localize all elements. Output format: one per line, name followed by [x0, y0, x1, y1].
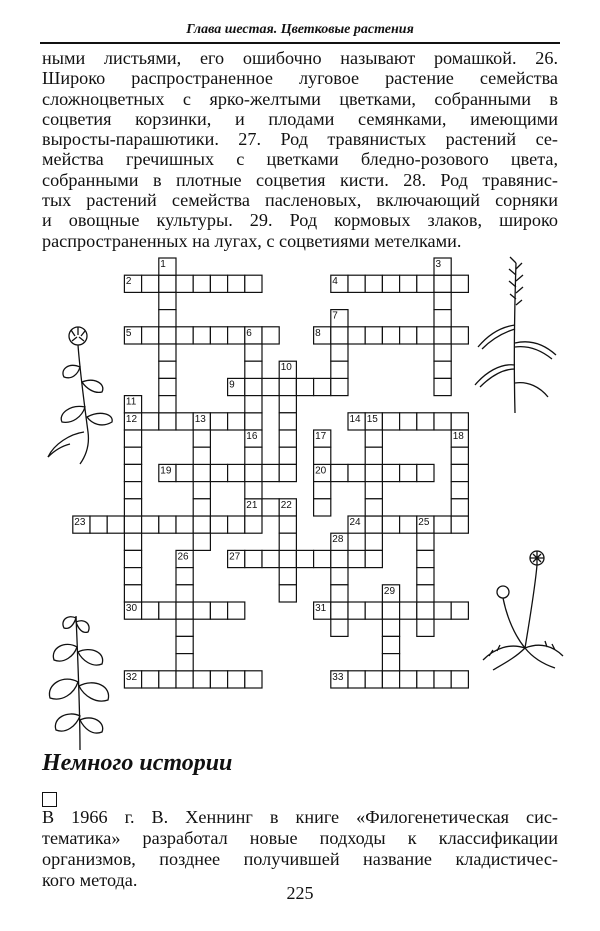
crossword-cell[interactable]: [142, 413, 159, 430]
crossword-cell[interactable]: [434, 413, 451, 430]
crossword-cell[interactable]: [451, 327, 468, 344]
crossword-cell[interactable]: [331, 464, 348, 481]
crossword-cell[interactable]: [193, 482, 210, 499]
dandelion-plant-icon: [475, 548, 565, 673]
clue-number: 1: [160, 259, 166, 270]
crossword-cell[interactable]: [417, 619, 434, 636]
crossword-cell[interactable]: [228, 327, 245, 344]
page-number: 225: [286, 883, 314, 903]
crossword-cell[interactable]: [417, 413, 434, 430]
crossword-cell[interactable]: [279, 430, 296, 447]
crossword-cell[interactable]: [124, 447, 141, 464]
crossword-cell[interactable]: [365, 550, 382, 567]
crossword-cell[interactable]: [451, 447, 468, 464]
crossword-cell[interactable]: [245, 275, 262, 292]
crossword-cell[interactable]: [176, 275, 193, 292]
crossword-cell[interactable]: [434, 275, 451, 292]
crossword-cell[interactable]: [451, 464, 468, 481]
crossword-cell[interactable]: [124, 533, 141, 550]
clue-number: 15: [366, 413, 378, 425]
crossword-cell[interactable]: [348, 327, 365, 344]
crossword-cell[interactable]: [279, 447, 296, 464]
crossword-cell[interactable]: [434, 310, 451, 327]
crossword-cell[interactable]: [124, 430, 141, 447]
crossword-cell[interactable]: [142, 275, 159, 292]
crossword-cell[interactable]: [417, 275, 434, 292]
clue-number: 3: [435, 259, 442, 270]
clue-number: 26: [177, 551, 189, 563]
crossword-cell[interactable]: [228, 275, 245, 292]
clue-number: 5: [125, 327, 132, 339]
crossword-cell[interactable]: [159, 292, 176, 309]
crossword-cell[interactable]: [365, 533, 382, 550]
crossword-cell[interactable]: [176, 654, 193, 671]
clue-number: 9: [229, 379, 235, 391]
crossword-cell[interactable]: [245, 516, 262, 533]
crossword-cell[interactable]: [210, 516, 227, 533]
crossword-cell[interactable]: [348, 671, 365, 688]
crossword-cell[interactable]: [348, 550, 365, 567]
crossword-cell[interactable]: [417, 327, 434, 344]
crossword-cell[interactable]: [365, 516, 382, 533]
crossword-cell[interactable]: [382, 636, 399, 653]
crossword-cell[interactable]: [279, 378, 296, 395]
crossword-cell[interactable]: [434, 516, 451, 533]
crossword-cell[interactable]: [451, 413, 468, 430]
crossword-cell[interactable]: [314, 378, 331, 395]
crossword-cell[interactable]: [382, 275, 399, 292]
crossword-cell[interactable]: [245, 464, 262, 481]
crossword-cell[interactable]: [210, 275, 227, 292]
crossword-cell[interactable]: [176, 671, 193, 688]
crossword-cell[interactable]: [124, 464, 141, 481]
crossword-cell[interactable]: [176, 585, 193, 602]
clue-number: 29: [383, 585, 396, 597]
crossword-cell[interactable]: [210, 327, 227, 344]
crossword-cell[interactable]: [314, 447, 331, 464]
crossword-cell[interactable]: [331, 327, 348, 344]
crossword-cell[interactable]: [176, 327, 193, 344]
crossword-cell[interactable]: [279, 516, 296, 533]
crossword-cell[interactable]: [331, 361, 348, 378]
text-line: и овощные культуры. 29. Род кормовых злаков, широко: [42, 210, 558, 231]
crossword-cell[interactable]: [417, 464, 434, 481]
crossword-cell[interactable]: [451, 516, 468, 533]
history-line: организмов, позднее получившей название кладистичес-: [42, 849, 558, 869]
crossword-cell[interactable]: [245, 447, 262, 464]
text-line: собранными в плотные соцветия кисти. 28. Род травянис-: [42, 169, 558, 190]
crossword-cell[interactable]: [400, 602, 417, 619]
crossword-cell[interactable]: [434, 378, 451, 395]
crossword-cell[interactable]: [331, 585, 348, 602]
crossword-cell[interactable]: [245, 671, 262, 688]
crossword-cell[interactable]: [124, 568, 141, 585]
crossword-cell[interactable]: [382, 516, 399, 533]
crossword-cell[interactable]: [365, 482, 382, 499]
crossword-cell[interactable]: [434, 361, 451, 378]
crossword-cell[interactable]: [124, 550, 141, 567]
crossword-cell[interactable]: [193, 671, 210, 688]
checkbox-icon: [42, 792, 57, 807]
clue-number: 13: [194, 413, 206, 425]
clue-number: 18: [452, 431, 464, 442]
crossword-cell[interactable]: [159, 602, 176, 619]
crossword-cell[interactable]: [193, 447, 210, 464]
crossword-cell[interactable]: [176, 568, 193, 585]
clue-number: 25: [418, 517, 430, 528]
crossword-cell[interactable]: [279, 585, 296, 602]
crossword-cell[interactable]: [417, 533, 434, 550]
clue-number: 17: [315, 431, 327, 442]
crossword-cell[interactable]: [124, 482, 141, 499]
crossword-cell[interactable]: [159, 396, 176, 413]
crossword-cell[interactable]: [193, 430, 210, 447]
header-rule: [40, 42, 560, 44]
text-line: выросты-парашютики. 27. Род травянистых растений се-: [42, 129, 558, 150]
clue-number: 11: [125, 396, 137, 408]
crossword-cell[interactable]: [90, 516, 107, 533]
crossword-cell[interactable]: [262, 327, 279, 344]
crossword-cell[interactable]: [228, 464, 245, 481]
crossword-cell[interactable]: [331, 550, 348, 567]
crossword-cell[interactable]: [193, 275, 210, 292]
crossword-cell[interactable]: [279, 533, 296, 550]
crossword-cell[interactable]: [142, 671, 159, 688]
crossword-cell[interactable]: [331, 602, 348, 619]
crossword-cell[interactable]: [434, 671, 451, 688]
crossword-cell[interactable]: [176, 464, 193, 481]
clue-number: 21: [246, 499, 258, 511]
clover-plant-icon: [40, 322, 120, 467]
clue-number: 12: [125, 413, 138, 425]
crossword-cell[interactable]: [210, 671, 227, 688]
crossword-cell[interactable]: [365, 430, 382, 447]
crossword-cell[interactable]: [382, 602, 399, 619]
crossword-cell[interactable]: [176, 602, 193, 619]
crossword-cell[interactable]: [434, 344, 451, 361]
crossword-cell[interactable]: [245, 413, 262, 430]
crossword-cell[interactable]: [382, 671, 399, 688]
crossword-cell[interactable]: [228, 516, 245, 533]
crossword-cell[interactable]: [124, 516, 141, 533]
crossword-cell[interactable]: [417, 568, 434, 585]
section-title: Немного истории: [42, 750, 233, 776]
crossword-cell[interactable]: [228, 671, 245, 688]
crossword-cell[interactable]: [314, 550, 331, 567]
text-line: Широко распространенное луговое растение семейства: [42, 68, 558, 89]
crossword-cell[interactable]: [382, 413, 399, 430]
crossword-cell[interactable]: [296, 550, 313, 567]
crossword-cell[interactable]: [451, 499, 468, 516]
clue-number: 4: [332, 276, 338, 288]
crossword-cell[interactable]: [331, 568, 348, 585]
crossword-cell[interactable]: [417, 550, 434, 567]
clue-number: 23: [74, 517, 86, 528]
crossword-cell[interactable]: [228, 602, 245, 619]
clue-number: 24: [349, 517, 361, 528]
crossword-cell[interactable]: [142, 327, 159, 344]
clue-number: 32: [125, 671, 138, 683]
clue-number: 6: [246, 327, 252, 339]
crossword-cell[interactable]: [262, 550, 279, 567]
crossword-cell[interactable]: [159, 516, 176, 533]
crossword-cell[interactable]: [159, 327, 176, 344]
crossword-cell[interactable]: [107, 516, 124, 533]
crossword-cell[interactable]: [382, 464, 399, 481]
crossword-cell[interactable]: [279, 413, 296, 430]
crossword-cell[interactable]: [245, 396, 262, 413]
clue-number: 33: [332, 671, 344, 683]
crossword-cell[interactable]: [365, 671, 382, 688]
crossword-cell[interactable]: [245, 482, 262, 499]
clue-number: 30: [125, 603, 138, 614]
clue-number: 31: [315, 603, 327, 614]
clue-number: 16: [246, 431, 258, 442]
history-paragraph: [42, 792, 558, 891]
crossword-cell[interactable]: [245, 344, 262, 361]
crossword-cell[interactable]: [331, 619, 348, 636]
crossword-cell[interactable]: [262, 464, 279, 481]
crossword-cell[interactable]: [193, 499, 210, 516]
crossword-cell[interactable]: [210, 602, 227, 619]
history-line: кого метода.: [42, 870, 138, 890]
crossword-cell[interactable]: [159, 361, 176, 378]
crossword-cell[interactable]: [382, 654, 399, 671]
crossword-cell[interactable]: [365, 275, 382, 292]
crossword-cell[interactable]: [400, 275, 417, 292]
history-line: [42, 792, 558, 828]
crossword-cell[interactable]: [365, 499, 382, 516]
crossword-cell[interactable]: [365, 447, 382, 464]
crossword-cell[interactable]: [245, 550, 262, 567]
text-line: соцветия корзинки, и плодами семянками, имеющими: [42, 108, 558, 129]
crossword-cell[interactable]: [262, 499, 279, 516]
text-line: мейства гречишных с цветками бледно-розового цвета,: [42, 149, 558, 170]
crossword-cell[interactable]: [365, 602, 382, 619]
crossword-cell[interactable]: [400, 464, 417, 481]
history-line: тематика» разработал новые подходы к классификации: [42, 828, 558, 848]
crossword-cell[interactable]: [142, 602, 159, 619]
chapter-header: Глава шестая. Цветковые растения: [186, 22, 414, 37]
crossword-cell[interactable]: [417, 602, 434, 619]
crossword-cell[interactable]: [451, 602, 468, 619]
crossword-cell[interactable]: [417, 585, 434, 602]
crossword-cell[interactable]: [159, 344, 176, 361]
clue-number: 7: [332, 310, 338, 322]
crossword-cell[interactable]: [331, 378, 348, 395]
clue-number: 10: [280, 362, 292, 374]
crossword-cell[interactable]: [245, 378, 262, 395]
crossword-cell[interactable]: [159, 275, 176, 292]
clue-number: 2: [125, 276, 132, 288]
crossword-cell[interactable]: [417, 671, 434, 688]
clue-number: 19: [160, 465, 172, 477]
nettle-plant-icon: [40, 612, 120, 752]
crossword-cell[interactable]: [210, 413, 227, 430]
crossword-cell[interactable]: [348, 464, 365, 481]
crossword-cell[interactable]: [400, 516, 417, 533]
crossword-cell[interactable]: [331, 344, 348, 361]
crossword-cell[interactable]: [400, 671, 417, 688]
crossword-cell[interactable]: [400, 327, 417, 344]
crossword-cell[interactable]: [159, 378, 176, 395]
grass-plant-icon: [470, 255, 560, 415]
body-text: [42, 48, 558, 251]
crossword-cell[interactable]: [296, 378, 313, 395]
crossword-cell[interactable]: [159, 413, 176, 430]
crossword-cell[interactable]: [176, 619, 193, 636]
crossword-cell[interactable]: [176, 636, 193, 653]
crossword-cell[interactable]: [193, 533, 210, 550]
crossword-cell[interactable]: [245, 361, 262, 378]
crossword-cell[interactable]: [193, 516, 210, 533]
text-line: ными листьями, его ошибочно называют ромашкой. 26.: [42, 48, 558, 68]
clue-number: 20: [315, 465, 327, 477]
crossword-cell[interactable]: [176, 516, 193, 533]
crossword-cell[interactable]: [400, 413, 417, 430]
clue-number: 22: [280, 499, 292, 511]
crossword-cell[interactable]: [159, 671, 176, 688]
crossword-cell[interactable]: [279, 568, 296, 585]
text-line: тых растений семейства пасленовых, включающий сорняки: [42, 190, 558, 211]
crossword-cell[interactable]: [210, 464, 227, 481]
crossword-cell[interactable]: [193, 602, 210, 619]
crossword-cell[interactable]: [382, 327, 399, 344]
crossword-cell[interactable]: [348, 602, 365, 619]
crossword-cell[interactable]: [124, 499, 141, 516]
crossword-cell[interactable]: [451, 482, 468, 499]
history-line-text: В 1966 г. В. Хеннинг в книге «Филогенетическая сис-: [42, 807, 558, 827]
crossword-cell[interactable]: [451, 275, 468, 292]
crossword-cell[interactable]: [193, 327, 210, 344]
text-line: распространенных на лугах, с соцветиями метелками.: [42, 230, 462, 251]
clue-number: 14: [349, 413, 361, 425]
crossword-cell[interactable]: [228, 413, 245, 430]
crossword-cell[interactable]: [176, 413, 193, 430]
crossword-cell[interactable]: [193, 464, 210, 481]
crossword-cell[interactable]: [279, 396, 296, 413]
crossword-cell[interactable]: [279, 464, 296, 481]
crossword-cell[interactable]: [451, 671, 468, 688]
crossword-cell[interactable]: [382, 619, 399, 636]
crossword-cell[interactable]: [262, 378, 279, 395]
crossword-cell[interactable]: [279, 550, 296, 567]
crossword-cell[interactable]: [434, 292, 451, 309]
crossword-cell[interactable]: [159, 310, 176, 327]
crossword-cell[interactable]: [348, 275, 365, 292]
text-line: сложноцветных с ярко-желтыми цветками, собранными в: [42, 88, 558, 109]
crossword-cell[interactable]: [434, 602, 451, 619]
crossword-cell[interactable]: [365, 327, 382, 344]
crossword-cell[interactable]: [434, 327, 451, 344]
crossword-cell[interactable]: [124, 585, 141, 602]
crossword-cell[interactable]: [314, 499, 331, 516]
crossword-cell[interactable]: [142, 516, 159, 533]
clue-number: 27: [229, 551, 241, 563]
crossword-cell[interactable]: [314, 482, 331, 499]
clue-number: 28: [332, 534, 344, 546]
crossword-cell[interactable]: [365, 464, 382, 481]
clue-number: 8: [315, 327, 321, 339]
